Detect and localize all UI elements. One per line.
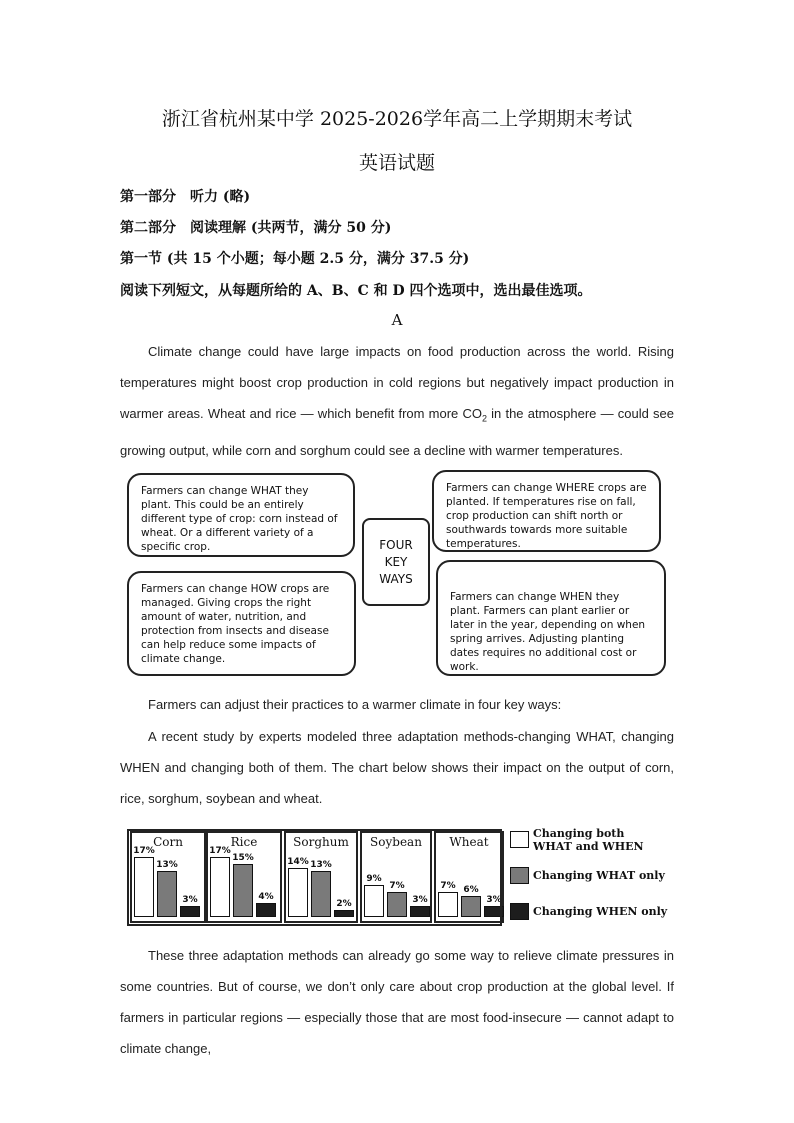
chart-data-label: 17% xyxy=(133,846,155,856)
instruction-text: 阅读下列短文，从每题所给的 A、B、C 和 D 四个选项中，选出最佳选项。 xyxy=(120,283,592,299)
passage-paragraph-2: Farmers can adjust their practices to a warmer climate in four key ways: xyxy=(148,697,562,712)
chart-data-label: 4% xyxy=(258,892,274,902)
exam-subtitle: 英语试题 xyxy=(358,152,435,174)
diagram-where-box: Farmers can change WHERE crops are planted. If temperatures rise on fall, crop production can shift north or southwards towards more suitable temperatures. xyxy=(432,470,661,552)
passage-letter: A xyxy=(391,311,403,329)
chart-category-label: Soybean xyxy=(370,835,422,849)
legend-swatch-both xyxy=(510,831,529,848)
chart-data-label: 3% xyxy=(182,895,198,905)
chart-category-label: Corn xyxy=(153,835,183,849)
legend-label-both: Changing both WHAT and WHEN xyxy=(533,827,644,853)
passage-paragraph-4: These three adaptation methods can already go some way to relieve climate pressures in some countries. But of course, we don’t only care about crop production at the global level. If farmers in particular regions — especially those that are most food-insecure — cannot adapt to climate change, xyxy=(120,948,674,1056)
diagram-center-label xyxy=(362,518,430,606)
chart-data-label: 7% xyxy=(440,881,456,891)
chart-data-label: 13% xyxy=(310,860,332,870)
legend-swatch-when xyxy=(510,903,529,920)
chart-data-label: 14% xyxy=(287,857,309,867)
chart-data-label: 17% xyxy=(209,846,231,856)
chart-data-label: 13% xyxy=(156,860,178,870)
legend-label-what: Changing WHAT only xyxy=(533,869,665,882)
chart-data-label: 2% xyxy=(336,899,352,909)
part2-heading: 第二部分 阅读理解 (共两节，满分 50 分) xyxy=(120,220,392,236)
diagram-what-box: Farmers can change WHAT they plant. This could be an entirely different type of crop: corn instead of wheat. Or a different variety of a specific crop. xyxy=(127,473,355,557)
diagram-how-box: Farmers can change HOW crops are managed. Giving crops the right amount of water, nutrition, and protection from insects and disease can help reduce some impacts of climate change. xyxy=(127,571,356,676)
chart-data-label: 7% xyxy=(389,881,405,891)
chart-data-label: 3% xyxy=(486,895,502,905)
chart-category-label: Sorghum xyxy=(293,835,349,849)
center-line-1: FOUR xyxy=(379,537,413,552)
legend-label-when: Changing WHEN only xyxy=(533,905,668,918)
chart-data-label: 9% xyxy=(366,874,382,884)
passage-paragraph-3: A recent study by experts modeled three adaptation methods-changing WHAT, changing WHEN and changing both of them. The chart below shows their impact on the output of corn, rice, sorghum, soybean and wheat. xyxy=(120,729,674,806)
part1-heading: 第一部分 听力 (略) xyxy=(120,189,251,205)
diagram-when-box: Farmers can change WHEN they plant. Farmers can plant earlier or later in the year, depending on when spring arrives. Adjusting planting dates requires no additional cost or work. xyxy=(436,560,666,676)
chart-data-label: 15% xyxy=(232,853,254,863)
chart-category-label: Rice xyxy=(230,835,258,849)
chart-category-label: Wheat xyxy=(449,835,489,849)
chart-data-label: 6% xyxy=(463,885,479,895)
chart-data-label: 3% xyxy=(412,895,428,905)
chart-frame xyxy=(127,829,502,926)
section1-heading: 第一节 (共 15 个小题；每小题 2.5 分，满分 37.5 分) xyxy=(120,251,470,267)
passage-paragraph-1: Climate change could have large impacts on food production across the world. Rising temperatures might boost crop production in cold regions but negatively impact production in warmer areas. Wheat and rice — which benefit from more $CO_2$ in the atmosphere — could see growing output, while corn and sorghum could see a decline with warmer temperatures. xyxy=(120,344,674,458)
legend-swatch-what xyxy=(510,867,529,884)
center-line-3: WAYS xyxy=(379,571,413,586)
exam-title: 浙江省杭州某中学 2025-2026学年高二上学期期末考试 xyxy=(161,108,633,130)
center-line-2: KEY xyxy=(384,554,408,569)
